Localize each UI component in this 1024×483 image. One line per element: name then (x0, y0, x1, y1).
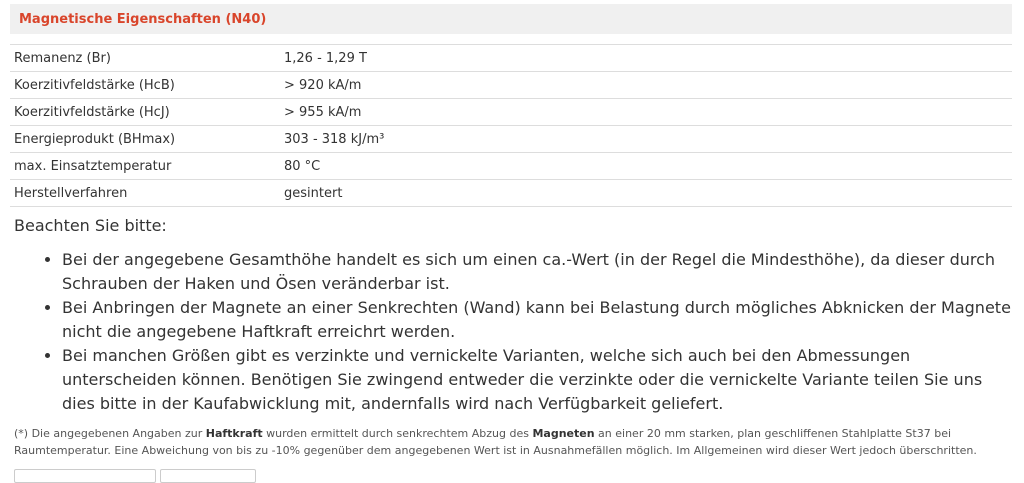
property-label: Herstellverfahren (10, 180, 280, 207)
property-label: Koerzitivfeldstärke (HcJ) (10, 99, 280, 126)
footnote-bold-haftkraft: Haftkraft (205, 427, 263, 440)
bottom-button-left[interactable] (14, 469, 156, 483)
notice-title: Beachten Sie bitte: (14, 216, 167, 235)
section-title: Magnetische Eigenschaften (N40) (19, 11, 267, 27)
table-row (10, 153, 1012, 180)
property-value: gesintert (280, 180, 1012, 207)
footnote-suffix: an einer 20 mm starken, plan geschliffenen Stahlplatte St37 bei Raumtemperatur. Eine Abweichung von bis zu -10% gegenüber dem angegebenen Wert ist in Ausnahmefällen möglich. Im Allgemeinen wird dieser Wert jedoch überschritten. (14, 427, 977, 457)
property-label: Koerzitivfeldstärke (HcB) (10, 72, 280, 99)
table-row (10, 45, 1012, 72)
table-row (10, 180, 1012, 207)
footnote-bold-magneten: Magneten (532, 427, 595, 440)
property-value: > 920 kA/m (280, 72, 1012, 99)
footnote-prefix: (*) Die angegebenen Angaben zur (14, 427, 206, 440)
footnote (14, 425, 1004, 459)
list-item: • Bei manchen Größen gibt es verzinkte und vernickelte Varianten, welche sich auch bei den Abmessungen unterscheiden können. Benötigen Sie zwingend entweder die verzinkte oder die vernickelte Variante teilen Sie uns dies bitte in der Kaufabwicklung mit, andernfalls wird nach Verfügbarkeit geliefert. (62, 344, 1012, 416)
property-value: 1,26 - 1,29 T (280, 45, 1012, 72)
property-label: Energieprodukt (BHmax) (10, 126, 280, 153)
property-value: 303 - 318 kJ/m³ (280, 126, 1012, 153)
notice-list (14, 248, 1012, 416)
list-item: • Bei der angegebene Gesamthöhe handelt es sich um einen ca.-Wert (in der Regel die Mindesthöhe), da dieser durch Schrauben der Haken und Ösen veränderbar ist. (62, 248, 1012, 296)
list-item: • Bei Anbringen der Magnete an einer Senkrechten (Wand) kann bei Belastung durch mögliches Abknicken der Magnete nicht die angegebene Haftkraft erreichrt werden. (62, 296, 1012, 344)
properties-table (10, 44, 1012, 207)
section-header (10, 4, 1012, 34)
property-label: max. Einsatztemperatur (10, 153, 280, 180)
property-value: 80 °C (280, 153, 1012, 180)
property-value: > 955 kA/m (280, 99, 1012, 126)
bottom-button-right[interactable] (160, 469, 256, 483)
table-row (10, 72, 1012, 99)
table-row (10, 126, 1012, 153)
table-row (10, 99, 1012, 126)
property-label: Remanenz (Br) (10, 45, 280, 72)
footnote-mid: wurden ermittelt durch senkrechtem Abzug des (262, 427, 533, 440)
